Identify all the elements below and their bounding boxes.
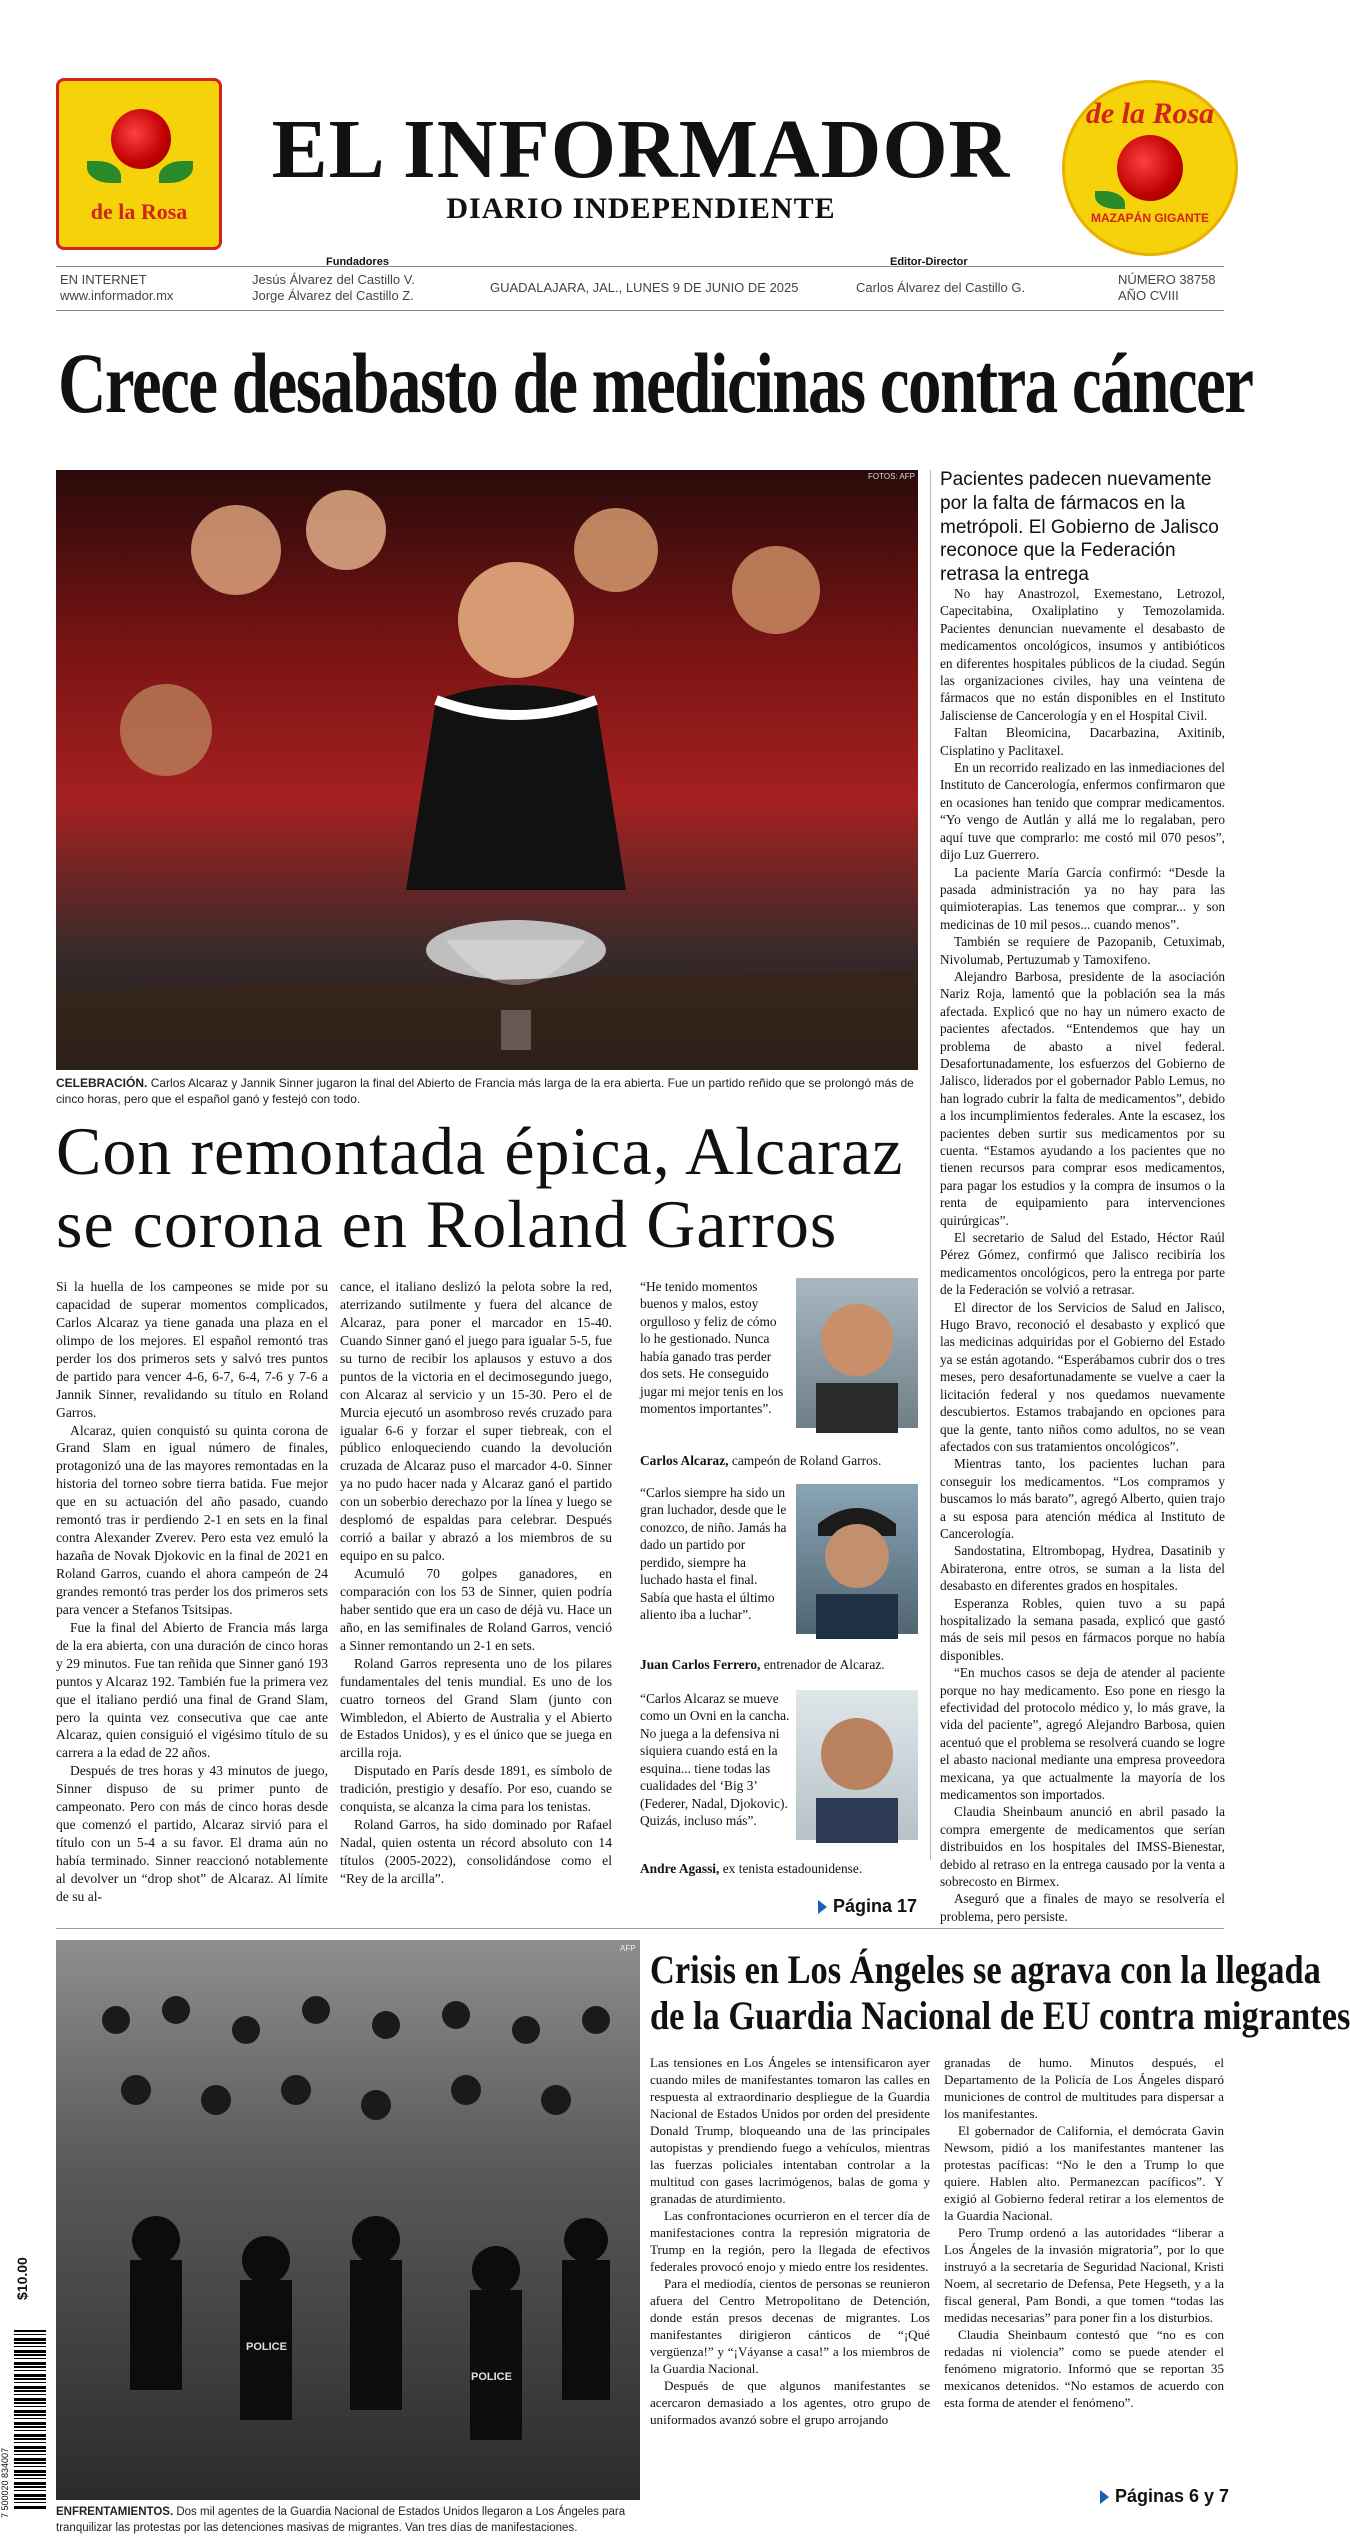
right-logo-text: de la Rosa [1085, 97, 1215, 130]
photo-illustration [56, 470, 918, 1070]
website-link[interactable]: www.informador.mx [60, 288, 174, 303]
issue-number: NÚMERO 38758 [1118, 272, 1216, 287]
masthead-title: EL INFORMADOR [271, 103, 1011, 196]
caption-label: CELEBRACIÓN. [56, 1076, 148, 1090]
lead-paragraph: Alejandro Barbosa, presidente de la asociación Nariz Roja, lamentó que la población sea la más afectada. Explicó que no hay un número exacto de pacientes afectados. “Entendemos que hay un problema de abasto a nivel federal. Desafortunadamente, los esfuerzos del Gobierno de Jalisco, liderados por el gobernador Pablo Lemus, no han logrado cubrir la falta de medicamentos”, debido a los incumplimientos federales. Ante la escasez, los pacientes deben surtir sus medicamentos por su cuenta. “Estamos ayudando a los pacientes que no tienen recursos para comprar esos medicamentos, para pagar los estudios y la compra de insumos o la renta de equipamiento para intervenciones quirúrgicas”. [940, 968, 1225, 1228]
quote-alcaraz-attribution [640, 1452, 918, 1469]
price-label: $10.00 [14, 2257, 30, 2300]
editor-label: Editor-Director [890, 256, 968, 268]
quote-alcaraz: “He tenido momentos buenos y malos, estoy orgulloso y feliz de cómo lo he gestionado. Nunca había ganado tras perder dos sets. He conseguido jugar mi mejor tenis en los momentos importantes”. [640, 1279, 784, 1416]
lead-paragraph: Claudia Sheinbaum anunció en abril pasado la compra emergente de medicamentos que serían distribuidos en los hospitales del IMSS-Bienestar, debido al retraso en la entrega causado por la venta a sobrecosto en Birmex. [940, 1804, 1225, 1890]
masthead-rule [56, 266, 1224, 267]
alcaraz-headline[interactable]: Con remontada épica, Alcaraz se corona en Roland Garros [56, 1113, 904, 1263]
alcaraz-col-2 [340, 1278, 612, 1888]
leaf-icon [87, 161, 121, 183]
alcaraz-paragraph: Roland Garros representa uno de los pilares fundamentales del tenis mundial. Es uno de los cuatro torneos del Grand Slam (junto con Wimbledon, el Abierto de Australia y el Abierto de Estados Unidos), y es el único que se juega en arcilla roja. [340, 1655, 612, 1761]
barcode-number: 7 500020 834007 [0, 2447, 10, 2518]
masthead-subtitle: DIARIO INDEPENDIENTE [446, 192, 836, 225]
quote-name: Juan Carlos Ferrero, [640, 1657, 761, 1672]
alcaraz-paragraph: Acumuló 70 golpes ganadores, en comparación con los 53 de Sinner, quien podría haber sentido que era un caso de déjà vu. Hace un año, en las semifinales de Roland Garros, venció a Sinner remontando un 2-1 en sets. [340, 1566, 612, 1653]
alcaraz-portrait [796, 1278, 918, 1428]
crisis-paragraph: Las tensiones en Los Ángeles se intensificaron ayer cuando miles de manifestantes tomaron las calles en respuesta al extraordinario despliegue de la Guardia Nacional de Estados Unidos por orden del presidente Donald Trump, bloqueando una de las principales autopistas y prendiendo fuego a vehículos, mientras las fuerzas policiales intentaban controlar a la multitud con gases lacrimógenos, balas de goma y granadas de aturdimiento. [650, 2055, 930, 2207]
caption-text: Dos mil agentes de la Guardia Nacional de Estados Unidos llegaron a Los Ángeles para tranquilizar las protestas por las detenciones masivas de migrantes. Van tres días de manifestaciones. [56, 2506, 626, 2534]
crisis-col-2 [944, 2054, 1224, 2411]
masthead-bottom-rule [56, 310, 1224, 311]
quote-ferrero: “Carlos siempre ha sido un gran luchador, desde que le conozco, de niño. Jamás ha dado un partido por perdido, siempre ha luchado hasta el final. Sabía que hasta el último aliento iba a luchar”. [640, 1485, 787, 1622]
lead-paragraph: No hay Anastrozol, Exemestano, Letrozol, Capecitabina, Oxaliplatino y Temozolamida. Pacientes denuncian nuevamente el desabasto de medicamentos oncológicos, insumos y antibióticos en diferentes hospitales públicos de la ciudad. Según las organizaciones civiles, hay una veintena de fármacos que no están disponibles en el Instituto Jalisciense de Cancerología y en el Hospital Civil. [940, 586, 1225, 723]
lead-paragraph: Aseguró que a finales de mayo se resolvería el problema, pero persiste. [940, 1891, 1225, 1924]
crisis-col-1 [650, 2054, 930, 2428]
founders-label: Fundadores [326, 256, 389, 268]
crisis-paragraph: Después de que algunos manifestantes se acercaron demasiado a los agentes, otro grupo de uniformados avanzó sobre el grupo arrojando [650, 2378, 930, 2428]
column-divider [930, 470, 931, 1860]
alcaraz-paragraph: Disputado en París desde 1891, es símbolo de tradición, prestigio y desafío. Por eso, cuando se conquista, se alcanza la cima para los tenistas. [340, 1763, 612, 1815]
leaf-icon [159, 161, 193, 183]
quote-role: entrenador de Alcaraz. [763, 1657, 885, 1672]
quote-agassi-attribution [640, 1860, 918, 1877]
left-brand-logo[interactable] [56, 78, 222, 250]
lead-headline[interactable]: Crece desabasto de medicinas contra cáncer [58, 335, 1253, 431]
alcaraz-page-refer[interactable] [818, 1896, 917, 1917]
crisis-paragraph: El gobernador de California, el demócrata Gavin Newsom, pidió a los manifestantes mantener las protestas pacíficas: “No le den a Trump lo que quiere. Hablen alto. Permanezcan pacíficos”. Y exigió al Gobierno federal retirar a los elementos de la Guardia Nacional. [944, 2123, 1224, 2224]
caption-text: Carlos Alcaraz y Jannik Sinner jugaron la final del Abierto de Francia más larga de la era abierta. Fue un partido reñido que se prolongó más de cinco horas, pero que el español ganó y festejó con todo. [56, 1076, 914, 1107]
alcaraz-paragraph: Si la huella de los campeones se mide por su capacidad de superar momentos complicados, Carlos Alcaraz ya tiene ganada una plaza en el olimpo de los mejores. El español remontó tras perder los dos primeros sets y salvó tres puntos de partido para vencer 4-6, 6-7, 6-4, 7-6 y 7-6 a Jannik Sinner, revalidando su título en Roland Garros. [56, 1279, 328, 1420]
lead-paragraph: La paciente María García confirmó: “Desde la pasada administración ya no hay para las quimioterapias. Las tenemos que comprar... y son medicinas de 10 mil pesos... cuando menos”. [940, 864, 1225, 932]
quote-role: ex tenista estadounidense. [722, 1861, 863, 1876]
ferrero-portrait [796, 1484, 918, 1634]
left-logo-text: de la Rosa [90, 199, 188, 224]
crisis-headline-line-1[interactable]: Crisis en Los Ángeles se agrava con la llegada [650, 1947, 1321, 1992]
la-protest-photo [56, 1940, 640, 2500]
crisis-paragraph: Pero Trump ordenó a las autoridades “liberar a Los Ángeles de la invasión migratoria”, por lo que instruyó a la secretaria de Seguridad Nacional, Kristi Noem, al secretario de Defensa, Pete Hegseth, y a la fiscal general, Pam Bondi, a que tomen “todas las medidas necesarias” para poner fin a los disturbios. [944, 2225, 1224, 2326]
internet-label: EN INTERNET [60, 272, 147, 287]
alcaraz-paragraph: Fue la final del Abierto de Francia más larga de la era abierta, con una duración de cinco horas y 29 minutos. Fue tan reñida que Sinner ganó 193 puntos y Alcaraz 192. También fue la primera vez que el italiano perdió una final de Grand Slam, pero la quinta vez consecutiva que cae ante Alcaraz, quien consiguió el vigésimo título de su carrera a la edad de 22 años. [56, 1619, 328, 1761]
leaf-icon [1095, 191, 1125, 209]
refer-text: Páginas 6 y 7 [1115, 2486, 1230, 2506]
lead-paragraph: También se requiere de Pazopanib, Cetuximab, Nivolumab, Pertuzumab y Tamoxifeno. [940, 934, 1225, 967]
crisis-paragraph: Claudia Sheinbaum contestó que “no es con redadas ni violencia” como se puede atender el fenómeno migratorio. Informó que se reportan 35 mexicanos detenidos. “No estamos de acuerdo con esta forma de atender el fenómeno”. [944, 2327, 1224, 2411]
police-label: POLICE [246, 2341, 287, 2353]
crisis-headline-line-2[interactable]: de la Guardia Nacional de EU contra migrantes [650, 1993, 1350, 2038]
lead-paragraph: El director de los Servicios de Salud en Jalisco, Hugo Bravo, reconoció el desabasto y explicó que las medicinas adquiridas por el Gobierno del Estado ya se están agotando. “Esperábamos cubrir dos o tres meses, pero desafortunadamente se vuelve a caer la licitación federal y nos quedamos nuevamente descubiertos. Estamos trabajando en opciones para que la gente, tanto niños como adultos, no se vean afectados con sus tratamientos oncológicos”. [940, 1299, 1225, 1454]
right-logo-subtext: MAZAPÁN GIGANTE [1091, 211, 1209, 225]
arrow-right-icon [818, 1900, 827, 1914]
arrow-right-icon [1100, 2490, 1109, 2504]
section-rule [56, 1928, 1224, 1929]
crisis-photo-credit: AFP [620, 1944, 636, 1953]
agassi-portrait [796, 1690, 918, 1840]
founder-1: Jesús Álvarez del Castillo V. [252, 272, 415, 287]
alcaraz-paragraph: Roland Garros, ha sido dominado por Rafael Nadal, quien ostenta un récord absoluto con 14 títulos (2005-2022), consolidándose como el “Rey de la arcilla”. [340, 1817, 612, 1886]
lead-paragraph: Faltan Bleomicina, Dacarbazina, Axitinib, Cisplatino y Paclitaxel. [940, 725, 1225, 758]
lead-paragraph: En un recorrido realizado en las inmediaciones del Instituto de Cancerología, enfermos confirmaron que en ocasiones han tenido que comprar medicamentos. “Yo vengo de Autlán y allá me lo regalaban, pero aquí tuve que comprarlo: me costó mil 070 pesos”, dijo Luz Guerrero. [940, 760, 1225, 863]
alcaraz-paragraph: Después de tres horas y 43 minutos de juego, Sinner dispuso de su primer punto de campeonato. Pero con más de cinco horas desde que comenzó el partido, Alcaraz sirvió para el título con un 5-4 a su favor. El drama aún no había terminado. Sinner reaccionó notablemente al devolver un “drop shot” de Alcaraz. Al límite de su al- [56, 1763, 328, 1904]
quote-name: Andre Agassi, [640, 1861, 720, 1876]
barcode [14, 2330, 46, 2510]
right-brand-logo[interactable] [1062, 80, 1238, 256]
lead-paragraph: El secretario de Salud del Estado, Héctor Raúl Pérez Gómez, confirmó que Jalisco recibiría los medicamentos oncológicos, pero la entrega por parte de la Federación se volvió a retrasar. [940, 1230, 1225, 1298]
alcaraz-photo-caption [56, 1075, 918, 1107]
crisis-paragraph: granadas de humo. Minutos después, el Departamento de la Policía de Los Ángeles disparó municiones de control de multitudes para dispersar a los manifestantes. [944, 2055, 1224, 2122]
crisis-paragraph: Para el mediodía, cientos de personas se reunieron afuera del Centro Metropolitano de Detención, donde están presos decenas de migrantes. Los manifestantes dirigieron cánticos de “¡Qué vergüenza!” y “¡Váyanse a casa!” a los miembros de la Guardia Nacional. [650, 2276, 930, 2377]
editor-name: Carlos Álvarez del Castillo G. [856, 280, 1026, 295]
lead-paragraph: Esperanza Robles, quien tuvo a su papá hospitalizado la semana pasada, explicó que gastó más de seis mil pesos en fármacos porque no había disponibles. [940, 1595, 1225, 1663]
quote-agassi: “Carlos Alcaraz se mueve como un Ovni en la cancha. No juega a la defensiva ni siquiera cuando está en la esquina... tiene todas las cualidades del ‘Big 3’ (Federer, Nadal, Djokovic). Quizás, incluso más”. [640, 1691, 790, 1828]
quote-role: campeón de Roland Garros. [731, 1453, 882, 1468]
lead-deck: Pacientes padecen nuevamente por la falta de fármacos en la metrópoli. El Gobierno de Jalisco reconoce que la Federación retrasa la entrega [940, 469, 1219, 585]
crisis-paragraph: Las confrontaciones ocurrieron en el tercer día de manifestaciones contra la represión migratoria de Trump en la región, pero la llegada de efectivos federales provocó enojo y miedo entre los residentes. [650, 2208, 930, 2275]
lead-photo-credit: FOTOS: AFP [868, 472, 915, 481]
alcaraz-celebration-photo [56, 470, 918, 1070]
founder-2: Jorge Álvarez del Castillo Z. [252, 288, 414, 303]
lead-paragraph: “En muchos casos se deja de atender al paciente porque no hay medicamento. Eso pone en riesgo la efectividad del protocolo médico y, lo más grave, la vida del paciente”, agregó Alejandro Barbosa, quien acentuó que el problema se resolverá cuando se logre el abasto nacional mediante una empresa proveedora mexicana, ya que actualmente la mayoría de los medicamentos son importados. [940, 1665, 1225, 1803]
police-label: POLICE [471, 2371, 512, 2383]
rose-icon [1117, 135, 1183, 201]
lead-paragraph: Sandostatina, Eltrombopag, Hydrea, Dasatinib y Abiraterona, entre otros, se suman a la lista del desabasto en diferentes grados en hospitales. [940, 1543, 1225, 1594]
crisis-photo-caption [56, 2505, 640, 2536]
dateline: GUADALAJARA, JAL., LUNES 9 DE JUNIO DE 2025 [490, 280, 799, 295]
crisis-page-refer[interactable] [1100, 2486, 1229, 2507]
lead-body [940, 585, 1225, 1925]
quote-name: Carlos Alcaraz, [640, 1453, 729, 1468]
caption-label: ENFRENTAMIENTOS. [56, 2506, 174, 2518]
refer-text: Página 17 [833, 1896, 918, 1916]
lead-paragraph: Mientras tanto, los pacientes luchan para conseguir los medicamentos. “Los compramos y buscamos lo más barato”, agregó Alberto, quien trajo a su esposa para atención médica al Instituto de Cancerología. [940, 1456, 1225, 1541]
alcaraz-paragraph: cance, el italiano deslizó la pelota sobre la red, aterrizando sutilmente y fuera del alcance de Alcaraz, para poner el marcador en 15-40. Cuando Sinner ganó el juego para igualar 5-5, fue su turno de recibir los aplausos y estuvo a dos puntos de la victoria en el decimosegundo juego, con Alcaraz al servicio y un 15-30. Pero el de Murcia ejecutó un asombroso revés cruzado para igualar 6-6 y forzar el super tiebreak, con el público enloqueciendo cuando la devolución cruzada de Alcaraz puso el marcador 4-0. Sinner ya no pudo hacer nada y Alcaraz ganó el partido con un soberbio derechazo por la línea y luego se desplomó de espaldas para celebrar. Después corrió a bailar y abrazó a los miembros de su equipo en su palco. [340, 1279, 612, 1564]
volume-year: AÑO CVIII [1118, 288, 1179, 303]
alcaraz-paragraph: Alcaraz, quien conquistó su quinta corona de Grand Slam en igual número de finales, protagonizó una de las mayores remontadas en la historia del torneo sobre tierra batida. Fue mejor que en su actuación del año pasado, cuando remontó tras ir perdiendo 2-1 en sets en la final contra Alexander Zverev. Pero esta vez emuló la hazaña de Novak Djokovic en la final de 2021 en Roland Garros, cuando el ahora campeón de 24 grandes remontó tras perder los dos primeros sets para vencer a Stefanos Tsitsipas. [56, 1422, 328, 1617]
rose-icon [111, 109, 171, 169]
alcaraz-col-1 [56, 1278, 328, 1906]
quote-ferrero-attribution [640, 1656, 918, 1673]
